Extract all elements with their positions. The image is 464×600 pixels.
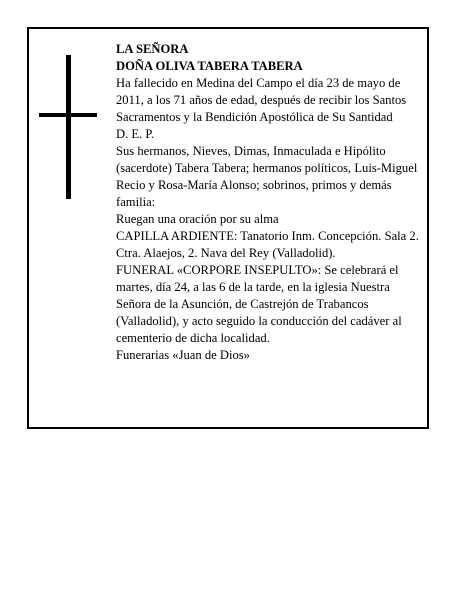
notice-title: LA SEÑORA [116,42,189,56]
funeral-home: Funerarias «Juan de Dios» [116,348,250,362]
rest-in-peace: D. E. P. [116,127,155,141]
prayer-request: Ruegan una oración por su alma [116,212,279,226]
obituary-notice [27,27,429,429]
funeral-info: FUNERAL «CORPORE INSEPULTO»: Se celebrará el martes, día 24, a las 6 de la tarde, en la iglesia Nuestra Señora de la Asunción, de Castrejón de Trabancos (Valladolid), y acto seguido la conducción del cadáver al cementerio de dicha localidad. [116,263,402,345]
death-announcement: Ha fallecido en Medina del Campo el día 23 de mayo de 2011, a los 71 años de edad, después de recibir los Santos Sacramentos y la Bendición Apostólica de Su Santidad [116,76,407,124]
obituary-text [116,41,424,364]
deceased-name: DOÑA OLIVA TABERA TABERA [116,59,303,73]
cross-horizontal-bar [39,113,97,117]
cross-icon [39,55,97,199]
family-list: Sus hermanos, Nieves, Dimas, Inmaculada e Hipólito (sacerdote) Tabera Tabera; hermanos políticos, Luis-Miguel Recio y Rosa-María Alonso; sobrinos, primos y demás familia: [116,144,418,209]
chapel-info: CAPILLA ARDIENTE: Tanatorio Inm. Concepción. Sala 2. Ctra. Alaejos, 2. Nava del Rey (Valladolid). [116,229,419,260]
cross-vertical-bar [66,55,71,199]
